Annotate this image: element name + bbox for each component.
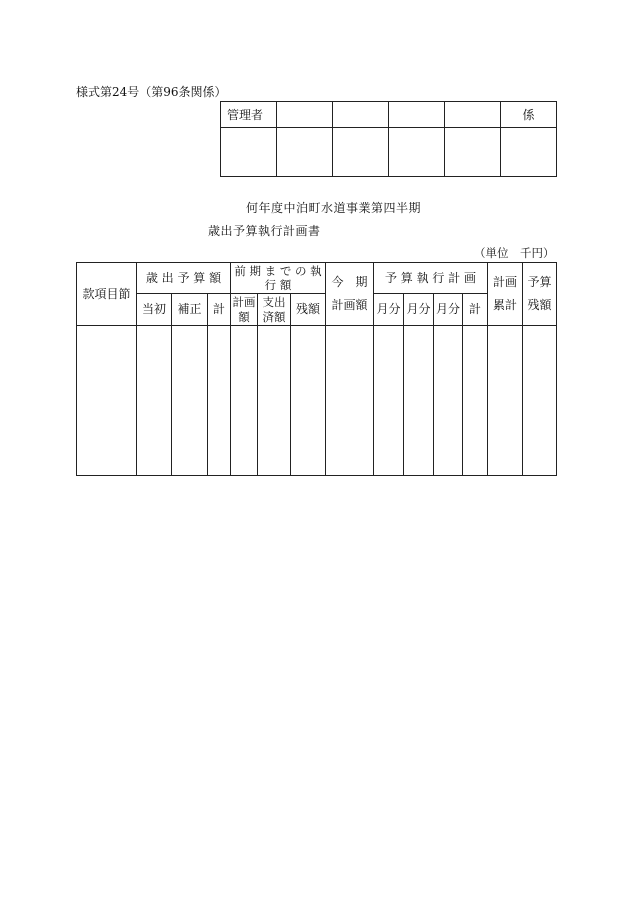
header-month-2: 月分 bbox=[404, 294, 434, 326]
cell-month-3[interactable] bbox=[434, 326, 463, 476]
header-previous-execution: 前 期 ま で の 執 行 額 bbox=[231, 263, 326, 294]
header-current-sub: 計画額 bbox=[331, 298, 368, 312]
header-plan-total: 計 bbox=[463, 294, 488, 326]
cell-plan-total[interactable] bbox=[463, 326, 488, 476]
cell-supplement[interactable] bbox=[172, 326, 208, 476]
approval-seal-cell[interactable] bbox=[389, 128, 445, 177]
header-supplement: 補正 bbox=[172, 294, 208, 326]
header-budget-total: 計 bbox=[208, 294, 231, 326]
header-item: 款項目節 bbox=[77, 263, 137, 326]
approval-header-cell bbox=[277, 102, 333, 128]
header-cumulative-line2: 累計 bbox=[493, 298, 518, 312]
header-initial: 当初 bbox=[137, 294, 172, 326]
header-current-period bbox=[326, 263, 374, 326]
header-current-label: 今 期 bbox=[331, 275, 368, 289]
header-remaining-line1: 予算 bbox=[527, 275, 552, 289]
document-title: 何年度中泊町水道事業第四半期 bbox=[246, 201, 422, 215]
cell-initial[interactable] bbox=[137, 326, 172, 476]
approval-seal-cell[interactable] bbox=[333, 128, 389, 177]
header-balance: 残額 bbox=[291, 294, 326, 326]
header-month-1: 月分 bbox=[374, 294, 404, 326]
header-remaining bbox=[523, 263, 557, 326]
cell-month-2[interactable] bbox=[404, 326, 434, 476]
header-paid: 支出済額 bbox=[258, 294, 291, 326]
header-budget: 歳 出 予 算 額 bbox=[137, 263, 231, 294]
approval-seal-cell[interactable] bbox=[277, 128, 333, 177]
cell-cumulative[interactable] bbox=[488, 326, 523, 476]
budget-plan-table bbox=[76, 262, 557, 476]
document-subtitle: 歳出予算執行計画書 bbox=[208, 224, 321, 238]
cell-remaining[interactable] bbox=[523, 326, 557, 476]
staff-label: 係 bbox=[501, 102, 557, 128]
manager-label: 管理者 bbox=[221, 102, 277, 128]
cell-item[interactable] bbox=[77, 326, 137, 476]
header-cumulative bbox=[488, 263, 523, 326]
cell-budget-total[interactable] bbox=[208, 326, 231, 476]
header-cumulative-line1: 計画 bbox=[493, 275, 518, 289]
cell-current-plan[interactable] bbox=[326, 326, 374, 476]
cell-balance[interactable] bbox=[291, 326, 326, 476]
approval-seal-cell[interactable] bbox=[501, 128, 557, 177]
approval-seal-cell[interactable] bbox=[221, 128, 277, 177]
cell-plan-amount[interactable] bbox=[231, 326, 258, 476]
approval-header-cell bbox=[333, 102, 389, 128]
approval-seal-cell[interactable] bbox=[445, 128, 501, 177]
approval-header-cell bbox=[445, 102, 501, 128]
approval-table bbox=[220, 101, 557, 177]
approval-header-cell bbox=[389, 102, 445, 128]
form-number: 様式第24号（第96条関係） bbox=[76, 85, 227, 99]
header-plan-amount: 計画額 bbox=[232, 295, 256, 324]
cell-paid[interactable] bbox=[258, 326, 291, 476]
cell-month-1[interactable] bbox=[374, 326, 404, 476]
header-month-3: 月分 bbox=[434, 294, 463, 326]
header-execution-plan: 予 算 執 行 計 画 bbox=[374, 263, 488, 294]
unit-label: （単位 千円） bbox=[474, 246, 555, 260]
header-remaining-line2: 残額 bbox=[527, 298, 552, 312]
